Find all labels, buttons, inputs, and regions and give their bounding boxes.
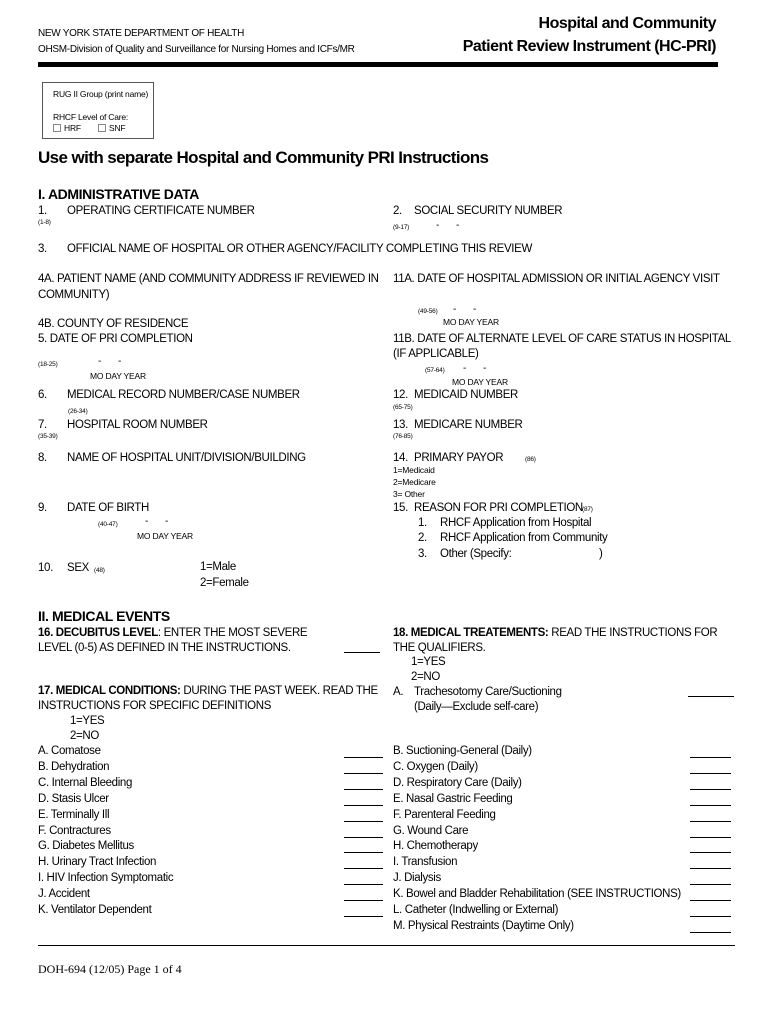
list-item-label: J. Accident xyxy=(38,888,90,901)
form-title-line2: Patient Review Instrument (HC-PRI) xyxy=(462,38,716,55)
field9-code: (40-47) xyxy=(98,521,118,528)
field10-num: 10. xyxy=(38,562,53,574)
list-item-label: H. Chemotherapy xyxy=(393,840,478,853)
date-hint: MO DAY YEAR xyxy=(90,371,146,381)
list-item-label: D. Respiratory Care (Daily) xyxy=(393,776,522,789)
field6-num: 6. xyxy=(38,389,47,401)
reason-option: RHCF Application from Hospital xyxy=(440,517,592,529)
list-item-label: E. Nasal Gastric Feeding xyxy=(393,792,513,805)
field12-num: 12. xyxy=(393,389,408,401)
sex-option: 1=Male xyxy=(200,561,236,573)
reason-num: 2. xyxy=(418,532,427,544)
list-item-label: J. Dialysis xyxy=(393,872,441,885)
level-of-care-label: RHCF Level of Care: xyxy=(53,112,129,122)
dash: - xyxy=(483,363,487,374)
reason-label[interactable]: REASON FOR PRI COMPLETION xyxy=(414,502,583,514)
hrf-label: HRF xyxy=(64,123,81,133)
list-item-label: F. Contractures xyxy=(38,824,111,837)
field14-num: 14. xyxy=(393,452,408,464)
header-divider xyxy=(38,62,718,67)
reason-num: 3. xyxy=(418,548,427,560)
footer-divider xyxy=(38,945,735,946)
field5-code: (18-25) xyxy=(38,361,58,368)
dash: - xyxy=(436,220,440,231)
field2-num: 2. xyxy=(393,205,402,217)
field7-num: 7. xyxy=(38,419,47,431)
form-title-line1: Hospital and Community xyxy=(538,15,716,32)
dash: - xyxy=(165,516,169,527)
dash: - xyxy=(453,304,457,315)
list-item-label: I. HIV Infection Symptomatic xyxy=(38,872,174,885)
answer-input[interactable] xyxy=(344,789,383,790)
decubitus-text: : ENTER THE MOST SEVERE xyxy=(157,627,308,639)
list-item-label: A. Comatose xyxy=(38,745,101,757)
patient-name-label[interactable]: 4A. PATIENT NAME (AND COMMUNITY ADDRESS IF REVIEWED IN xyxy=(38,273,379,285)
room-number-label[interactable]: HOSPITAL ROOM NUMBER xyxy=(67,419,208,431)
answer-input[interactable] xyxy=(690,868,731,869)
treatment-a-letter: A. xyxy=(393,686,404,698)
primary-payor-label[interactable]: PRIMARY PAYOR xyxy=(414,452,504,464)
list-item-label: C. Oxygen (Daily) xyxy=(393,760,478,773)
list-item-label: B. Dehydration xyxy=(38,760,110,773)
answer-input[interactable] xyxy=(690,884,731,885)
list-item-label: K. Bowel and Bladder Rehabilitation (SEE INSTRUCTIONS) xyxy=(393,888,681,901)
answer-input[interactable] xyxy=(344,868,383,869)
operating-certificate-label[interactable]: OPERATING CERTIFICATE NUMBER xyxy=(67,205,255,217)
patient-name-label-cont: COMMUNITY) xyxy=(38,289,110,301)
answer-input[interactable] xyxy=(344,852,383,853)
list-item-label: C. Internal Bleeding xyxy=(38,776,133,789)
no-code: 2=NO xyxy=(411,671,440,683)
answer-input[interactable] xyxy=(344,900,383,901)
field11b-code: (57-64) xyxy=(425,367,445,374)
list-item-label: F. Parenteral Feeding xyxy=(393,808,496,821)
answer-input[interactable] xyxy=(690,916,731,917)
payor-option: 2=Medicare xyxy=(393,477,436,487)
field7-code: (35-39) xyxy=(38,433,58,440)
date-hint: MO DAY YEAR xyxy=(137,531,193,541)
reason-num: 1. xyxy=(418,517,427,529)
conditions-text-cont: INSTRUCTIONS FOR SPECIFIC DEFINITIONS xyxy=(38,700,272,712)
dash: - xyxy=(98,356,102,367)
sex-option: 2=Female xyxy=(200,577,249,589)
pri-completion-date-label[interactable]: 5. DATE OF PRI COMPLETION xyxy=(38,333,193,345)
list-item-label: K. Ventilator Dependent xyxy=(38,904,152,916)
dash: - xyxy=(463,363,467,374)
treatment-a-sub: (Daily—Exclude self-care) xyxy=(414,701,539,713)
medicaid-number-label[interactable]: MEDICAID NUMBER xyxy=(414,389,519,401)
list-item-label: I. Transfusion xyxy=(393,856,458,869)
treatments-label xyxy=(393,626,717,640)
answer-input[interactable] xyxy=(690,789,731,790)
field1-code: (1-8) xyxy=(38,219,51,226)
field14-code: (86) xyxy=(525,456,536,463)
field2-code: (9-17) xyxy=(393,224,410,231)
treatments-text-cont: THE QUALIFIERS. xyxy=(393,642,486,654)
answer-input[interactable] xyxy=(344,773,383,774)
dash: - xyxy=(456,220,460,231)
answer-input[interactable] xyxy=(690,932,731,933)
hrf-checkbox[interactable] xyxy=(53,123,81,134)
field11a-code: (49-56) xyxy=(418,308,438,315)
reason-option: RHCF Application from Community xyxy=(440,532,608,544)
checkbox-icon xyxy=(98,124,106,132)
list-item-label: M. Physical Restraints (Daytime Only) xyxy=(393,919,574,932)
answer-input[interactable] xyxy=(344,757,383,758)
answer-input[interactable] xyxy=(690,837,731,838)
answer-input[interactable] xyxy=(344,821,383,822)
list-item-label: G. Wound Care xyxy=(393,824,469,837)
field3-num: 3. xyxy=(38,243,47,255)
dash: - xyxy=(473,304,477,315)
dash: - xyxy=(118,356,122,367)
facility-name-label[interactable]: OFFICIAL NAME OF HOSPITAL OR OTHER AGENCY/FACILITY COMPLETING THIS REVIEW xyxy=(67,243,532,255)
reason-option: Other (Specify: xyxy=(440,548,512,560)
field15-code: (87) xyxy=(582,506,593,513)
field15-num: 15. xyxy=(393,502,408,514)
answer-input[interactable] xyxy=(690,757,731,758)
conditions-label xyxy=(38,684,378,698)
treatment-a-label: Trachesotomy Care/Suctioning xyxy=(414,686,562,698)
conditions-text: DURING THE PAST WEEK. READ THE xyxy=(180,685,378,697)
field13-num: 13. xyxy=(393,419,408,431)
checkbox-icon xyxy=(53,124,61,132)
alc-date-label-cont: (IF APPLICABLE) xyxy=(393,348,479,360)
list-item-label: E. Terminally Ill xyxy=(38,808,110,821)
field1-num: 1. xyxy=(38,205,47,217)
treatment-a-input[interactable] xyxy=(688,696,734,697)
division-name: OHSM-Division of Quality and Surveillance for Nursing Homes and ICFs/MR xyxy=(38,44,355,55)
answer-input[interactable] xyxy=(690,900,731,901)
answer-input[interactable] xyxy=(690,805,731,806)
sex-label[interactable]: SEX xyxy=(67,562,89,574)
section1-title: I. ADMINISTRATIVE DATA xyxy=(38,186,200,202)
instructions-note: Use with separate Hospital and Community PRI Instructions xyxy=(38,148,489,167)
date-hint: MO DAY YEAR xyxy=(443,317,499,327)
date-hint: MO DAY YEAR xyxy=(452,377,508,387)
decubitus-text-cont: LEVEL (0-5) AS DEFINED IN THE INSTRUCTIONS. xyxy=(38,642,291,654)
medicare-number-label[interactable]: MEDICARE NUMBER xyxy=(414,419,523,431)
field13-code: (76-85) xyxy=(393,433,413,440)
no-code: 2=NO xyxy=(70,730,99,742)
answer-input[interactable] xyxy=(690,852,731,853)
yes-code: 1=YES xyxy=(70,715,105,727)
admission-date-label[interactable]: 11A. DATE OF HOSPITAL ADMISSION OR INITIAL AGENCY VISIT xyxy=(393,273,720,285)
snf-label: SNF xyxy=(109,123,126,133)
list-item-label: G. Diabetes Mellitus xyxy=(38,840,134,853)
yes-code: 1=YES xyxy=(411,656,446,668)
field9-num: 9. xyxy=(38,502,47,514)
answer-input[interactable] xyxy=(344,837,383,838)
rug-group-label[interactable]: RUG II Group (print name) xyxy=(53,89,149,99)
treatments-heading: 18. MEDICAL TREATEMENTS: xyxy=(393,627,549,639)
answer-input[interactable] xyxy=(344,884,383,885)
list-item-label: L. Catheter (Indwelling or External) xyxy=(393,904,559,916)
answer-input[interactable] xyxy=(344,916,383,917)
decubitus-level-input[interactable] xyxy=(344,652,380,653)
dash: - xyxy=(145,516,149,527)
medical-record-label[interactable]: MEDICAL RECORD NUMBER/CASE NUMBER xyxy=(67,389,300,401)
decubitus-label xyxy=(38,626,307,640)
paren: ) xyxy=(599,548,603,560)
list-item-label: H. Urinary Tract Infection xyxy=(38,856,157,869)
dob-label[interactable]: DATE OF BIRTH xyxy=(67,502,149,514)
alc-date-label[interactable]: 11B. DATE OF ALTERNATE LEVEL OF CARE STATUS IN HOSPITAL xyxy=(393,333,731,345)
answer-input[interactable] xyxy=(690,773,731,774)
treatments-text: READ THE INSTRUCTIONS FOR xyxy=(548,627,718,639)
payor-option: 3= Other xyxy=(393,489,425,499)
field10-code: (48) xyxy=(94,567,105,574)
list-item-label: B. Suctioning-General (Daily) xyxy=(393,745,532,757)
footer-form-id: DOH-694 (12/05) Page 1 of 4 xyxy=(38,962,182,976)
unit-name-label[interactable]: NAME OF HOSPITAL UNIT/DIVISION/BUILDING xyxy=(67,452,306,464)
field6-code: (26-34) xyxy=(68,408,88,415)
field8-num: 8. xyxy=(38,452,47,464)
field12-code: (65-75) xyxy=(393,404,413,411)
ssn-label[interactable]: SOCIAL SECURITY NUMBER xyxy=(414,205,563,217)
list-item-label: D. Stasis Ulcer xyxy=(38,792,109,805)
answer-input[interactable] xyxy=(344,805,383,806)
section2-title: II. MEDICAL EVENTS xyxy=(38,608,170,624)
answer-input[interactable] xyxy=(690,821,731,822)
agency-name: NEW YORK STATE DEPARTMENT OF HEALTH xyxy=(38,28,245,39)
decubitus-heading: 16. DECUBITUS LEVEL xyxy=(38,627,158,639)
snf-checkbox[interactable] xyxy=(98,123,125,134)
conditions-heading: 17. MEDICAL CONDITIONS: xyxy=(38,685,181,697)
payor-option: 1=Medicaid xyxy=(393,465,435,475)
county-label[interactable]: 4B. COUNTY OF RESIDENCE xyxy=(38,318,189,330)
